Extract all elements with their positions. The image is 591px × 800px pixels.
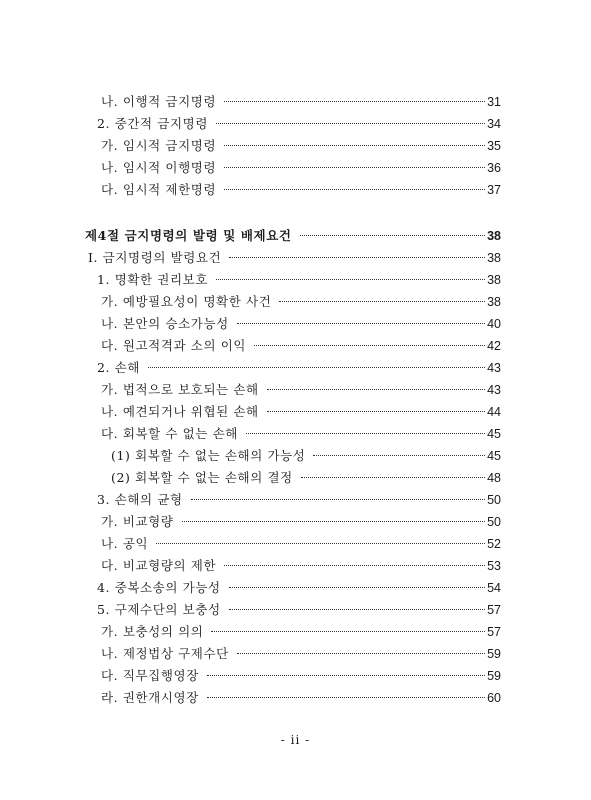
toc-entry-page: 57 <box>487 625 501 639</box>
dot-leader <box>229 609 485 610</box>
toc-entry-label: 다. 원고적격과 소의 이익 <box>101 338 247 353</box>
dot-leader <box>224 101 485 102</box>
toc-entry <box>97 358 501 378</box>
toc-entry-label: 4. 중복소송의 가능성 <box>97 580 221 595</box>
toc-entry <box>101 424 501 444</box>
toc-entry-label: 나. 예견되거나 위협된 손해 <box>101 404 259 419</box>
toc-entry <box>97 578 501 598</box>
toc-entry-label: (1) 회복할 수 없는 손해의 가능성 <box>111 448 306 463</box>
toc-entry-label: 다. 직무집행영장 <box>101 668 199 683</box>
toc-entry-page: 59 <box>487 647 501 661</box>
toc-entry-label: (2) 회복할 수 없는 손해의 결정 <box>111 470 293 485</box>
dot-leader <box>229 587 485 588</box>
dot-leader <box>279 301 485 302</box>
toc-entry-page: 34 <box>487 117 501 131</box>
toc-entry <box>101 534 501 554</box>
dot-leader <box>237 323 485 324</box>
toc-entry-page: 38 <box>487 251 501 265</box>
dot-leader <box>207 675 485 676</box>
toc-entry <box>97 114 501 134</box>
toc-entry <box>101 136 501 156</box>
toc-entry-page: 45 <box>487 427 501 441</box>
toc-entry-page: 43 <box>487 361 501 375</box>
toc-entry-label: 나. 제정법상 구제수단 <box>101 646 229 661</box>
dot-leader <box>237 653 485 654</box>
toc-entry-label: 라. 권한개시영장 <box>101 690 199 705</box>
toc-entry <box>101 380 501 400</box>
toc-entry-label: 가. 보충성의 의의 <box>101 624 204 639</box>
dot-leader <box>182 521 486 522</box>
toc-entry-page: 59 <box>487 669 501 683</box>
toc-entry <box>101 644 501 664</box>
toc-entry <box>111 446 501 466</box>
toc-entry-page: 50 <box>487 493 501 507</box>
dot-leader <box>267 389 485 390</box>
toc-entry <box>97 600 501 620</box>
dot-leader <box>300 235 486 236</box>
toc-entry-page: 44 <box>487 405 501 419</box>
toc-entry-label: 제4절 금지명령의 발령 및 배제요건 <box>85 228 292 243</box>
toc-entry-page: 36 <box>487 161 501 175</box>
dot-leader <box>216 123 485 124</box>
toc-entry <box>101 292 501 312</box>
toc-entry-page: 53 <box>487 559 501 573</box>
toc-entry-page: 42 <box>487 339 501 353</box>
toc-entry-page: 52 <box>487 537 501 551</box>
toc-entry-label: 다. 임시적 제한명령 <box>101 182 217 197</box>
dot-leader <box>313 455 485 456</box>
toc-entry-label: 가. 비교형량 <box>101 514 174 529</box>
toc-entry <box>101 158 501 178</box>
toc-entry-page: 38 <box>487 229 501 243</box>
toc-entry <box>97 270 501 290</box>
dot-leader <box>301 477 485 478</box>
toc-entry-label: 가. 예방필요성이 명확한 사건 <box>101 294 272 309</box>
page-number-footer: - ii - <box>280 733 311 747</box>
toc-entry-label: 가. 임시적 금지명령 <box>101 138 217 153</box>
dot-leader <box>254 345 485 346</box>
toc-entry-label: 나. 본안의 승소가능성 <box>101 316 229 331</box>
toc-entry-page: 31 <box>487 95 501 109</box>
toc-entry-label: Ⅰ. 금지명령의 발령요건 <box>88 250 222 265</box>
dot-leader <box>156 543 485 544</box>
toc-entry <box>88 248 501 268</box>
toc-entry-label: 2. 중간적 금지명령 <box>97 116 208 131</box>
toc-entry <box>101 622 501 642</box>
toc-entry-page: 40 <box>487 317 501 331</box>
dot-leader <box>211 631 485 632</box>
toc-entry-label: 3. 손해의 균형 <box>97 492 183 507</box>
toc-entry <box>101 180 501 200</box>
toc-section-heading <box>85 226 501 246</box>
toc-entry <box>111 468 501 488</box>
toc-entry-page: 57 <box>487 603 501 617</box>
dot-leader <box>224 145 485 146</box>
toc-entry <box>101 512 501 532</box>
dot-leader <box>207 697 485 698</box>
toc-entry-page: 60 <box>487 691 501 705</box>
dot-leader <box>216 279 485 280</box>
toc-entry-page: 54 <box>487 581 501 595</box>
toc-entry-page: 43 <box>487 383 501 397</box>
toc-entry-page: 37 <box>487 183 501 197</box>
toc-entry-label: 가. 법적으로 보호되는 손해 <box>101 382 259 397</box>
toc-entry-label: 나. 이행적 금지명령 <box>101 94 217 109</box>
toc-entry-page: 45 <box>487 449 501 463</box>
toc-entry-page: 48 <box>487 471 501 485</box>
dot-leader <box>224 167 485 168</box>
toc-entry <box>101 688 501 708</box>
toc-entry-page: 50 <box>487 515 501 529</box>
toc-entry-label: 1. 명확한 권리보호 <box>97 272 208 287</box>
dot-leader <box>191 499 485 500</box>
toc-entry-label: 나. 임시적 이행명령 <box>101 160 217 175</box>
dot-leader <box>224 189 485 190</box>
toc-entry-label: 다. 비교형량의 제한 <box>101 558 217 573</box>
toc-entry <box>101 402 501 422</box>
toc-entry-page: 38 <box>487 273 501 287</box>
toc-entry-label: 나. 공익 <box>101 536 149 551</box>
toc-entry <box>101 666 501 686</box>
toc-entry <box>101 556 501 576</box>
toc-entry <box>101 92 501 112</box>
dot-leader <box>148 367 485 368</box>
dot-leader <box>229 257 485 258</box>
toc-entry-page: 38 <box>487 295 501 309</box>
toc-entry-label: 다. 회복할 수 없는 손해 <box>101 426 238 441</box>
toc-entry-label: 2. 손해 <box>97 360 141 375</box>
toc-entry <box>101 336 501 356</box>
dot-leader <box>267 411 485 412</box>
dot-leader <box>246 433 485 434</box>
dot-leader <box>224 565 485 566</box>
toc-entry <box>97 490 501 510</box>
toc-entry-label: 5. 구제수단의 보충성 <box>97 602 221 617</box>
toc-entry <box>101 314 501 334</box>
toc-entry-page: 35 <box>487 139 501 153</box>
